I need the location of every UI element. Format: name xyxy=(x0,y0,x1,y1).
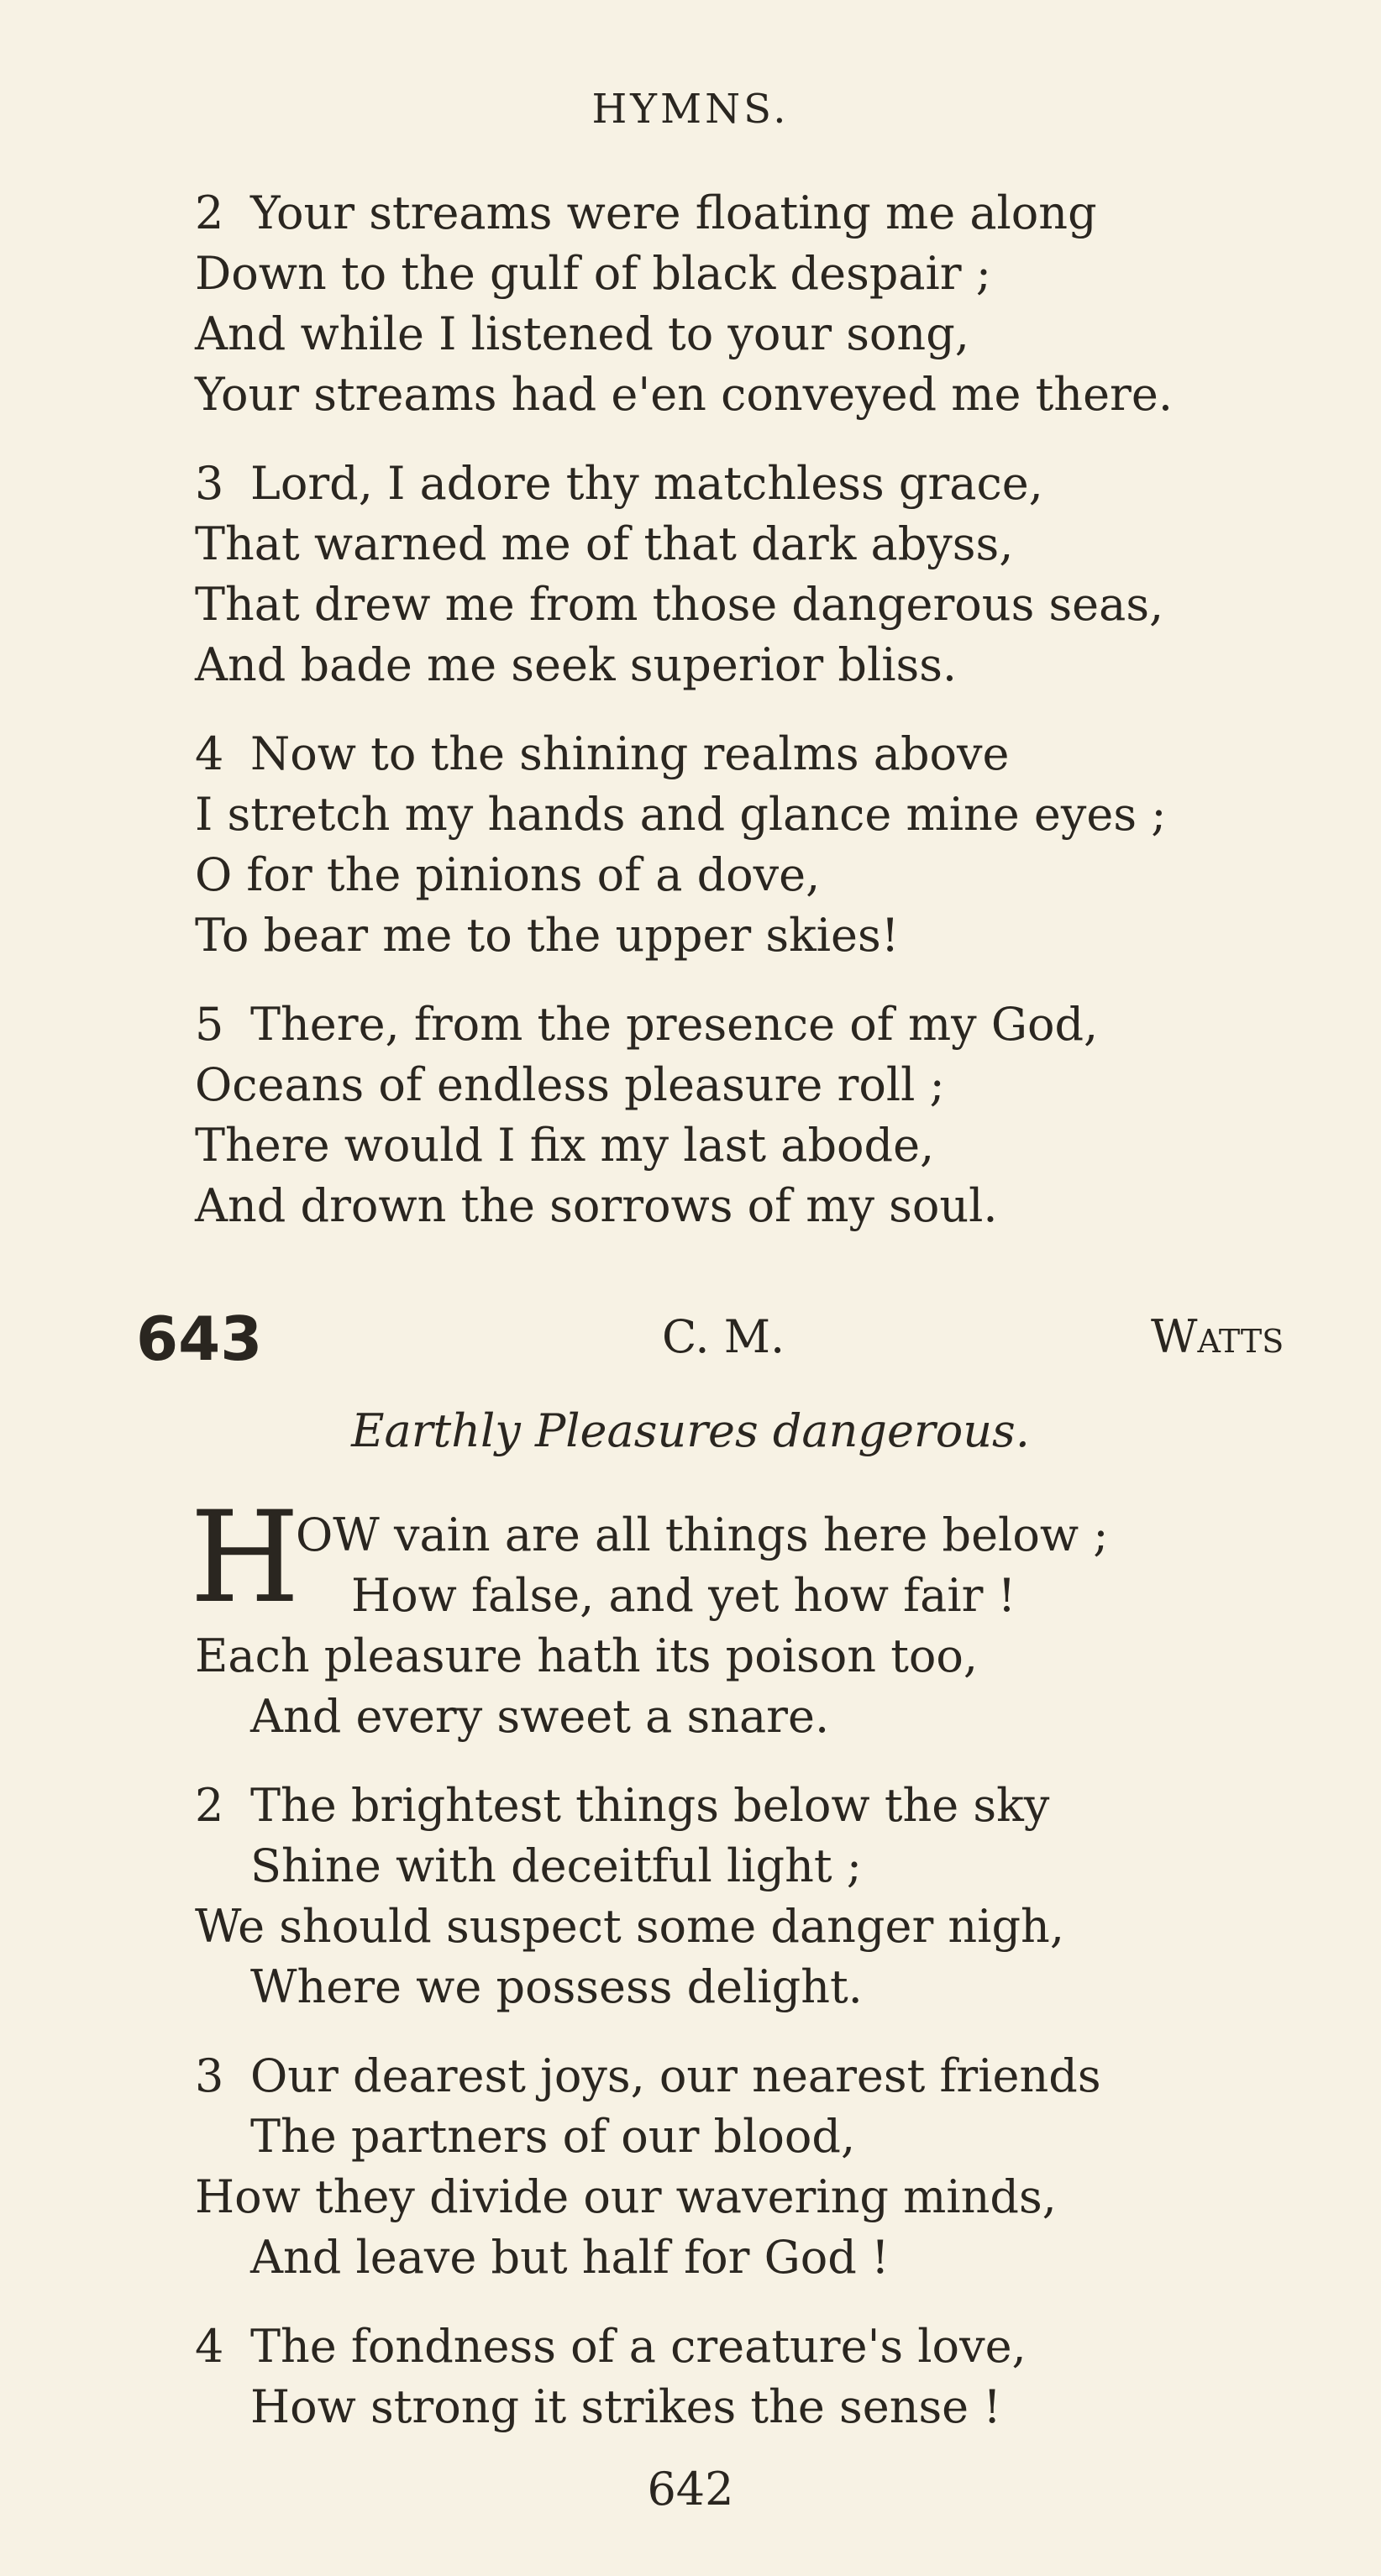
running-head: HYMNS. xyxy=(591,86,790,133)
verse-line: How strong it strikes the sense ! xyxy=(250,2380,1002,2433)
verse-line: Where we possess delight. xyxy=(250,1960,863,2013)
hymn-meter: C. M. xyxy=(662,1310,785,1363)
verse-line: And while I listened to your song, xyxy=(195,307,969,360)
hymn-number: 643 xyxy=(136,1304,263,1374)
verse-line: There would I fix my last abode, xyxy=(195,1119,935,1172)
verse-line: And leave but half for God ! xyxy=(250,2231,890,2284)
hymn-author: Watts xyxy=(1151,1310,1284,1363)
verse-line: 2 Your streams were floating me along xyxy=(195,183,1097,244)
verse-line: 2 The brightest things below the sky xyxy=(195,1776,1049,1836)
verse-line: And bade me seek superior bliss. xyxy=(195,638,958,691)
verse-line: How they divide our wavering minds, xyxy=(195,2170,1057,2223)
verse-line: OW vain are all things here below ; xyxy=(296,1508,1109,1561)
verse-line: Shine with deceitful light ; xyxy=(250,1839,862,1892)
stanza-number: 3 xyxy=(195,2049,224,2102)
verse-line: O for the pinions of a dove, xyxy=(195,848,821,901)
hymn-header xyxy=(0,1304,1381,1379)
verse-line: That warned me of that dark abyss, xyxy=(195,517,1014,570)
verse-line: Down to the gulf of black despair ; xyxy=(195,247,991,300)
stanza-number: 4 xyxy=(195,2320,224,2373)
stanza-number: 2 xyxy=(195,186,224,239)
verse-line: 4 The fondness of a creature's love, xyxy=(195,2316,1027,2377)
verse-line: 3 Our dearest joys, our nearest friends xyxy=(195,2046,1101,2106)
stanza-number: 5 xyxy=(195,998,224,1051)
stanza-number: 4 xyxy=(195,727,224,780)
verse-line: And drown the sorrows of my soul. xyxy=(195,1179,998,1232)
verse-line: 3 Lord, I adore thy matchless grace, xyxy=(195,454,1043,514)
page-number: 642 xyxy=(647,2463,734,2516)
verse-line: Each pleasure hath its poison too, xyxy=(195,1629,979,1682)
verse-line: And every sweet a snare. xyxy=(250,1690,830,1743)
verse-line: 5 There, from the presence of my God, xyxy=(195,994,1098,1055)
drop-cap: H xyxy=(190,1485,300,1631)
verse-line: 4 Now to the shining realms above xyxy=(195,724,1010,784)
verse-line: To bear me to the upper skies! xyxy=(195,909,900,962)
verse-line: How false, and yet how fair ! xyxy=(351,1569,1016,1622)
verse-line: That drew me from those dangerous seas, xyxy=(195,578,1164,631)
verse-line: I stretch my hands and glance mine eyes ; xyxy=(195,788,1167,841)
stanza-number: 3 xyxy=(195,457,224,510)
verse-line: The partners of our blood, xyxy=(250,2110,856,2163)
verse-line: We should suspect some danger nigh, xyxy=(195,1900,1064,1953)
verse-line: Your streams had e'en conveyed me there. xyxy=(195,368,1173,421)
verse-line: Oceans of endless pleasure roll ; xyxy=(195,1058,945,1111)
stanza-number: 2 xyxy=(195,1779,224,1832)
hymn-title: Earthly Pleasures dangerous. xyxy=(351,1404,1030,1457)
